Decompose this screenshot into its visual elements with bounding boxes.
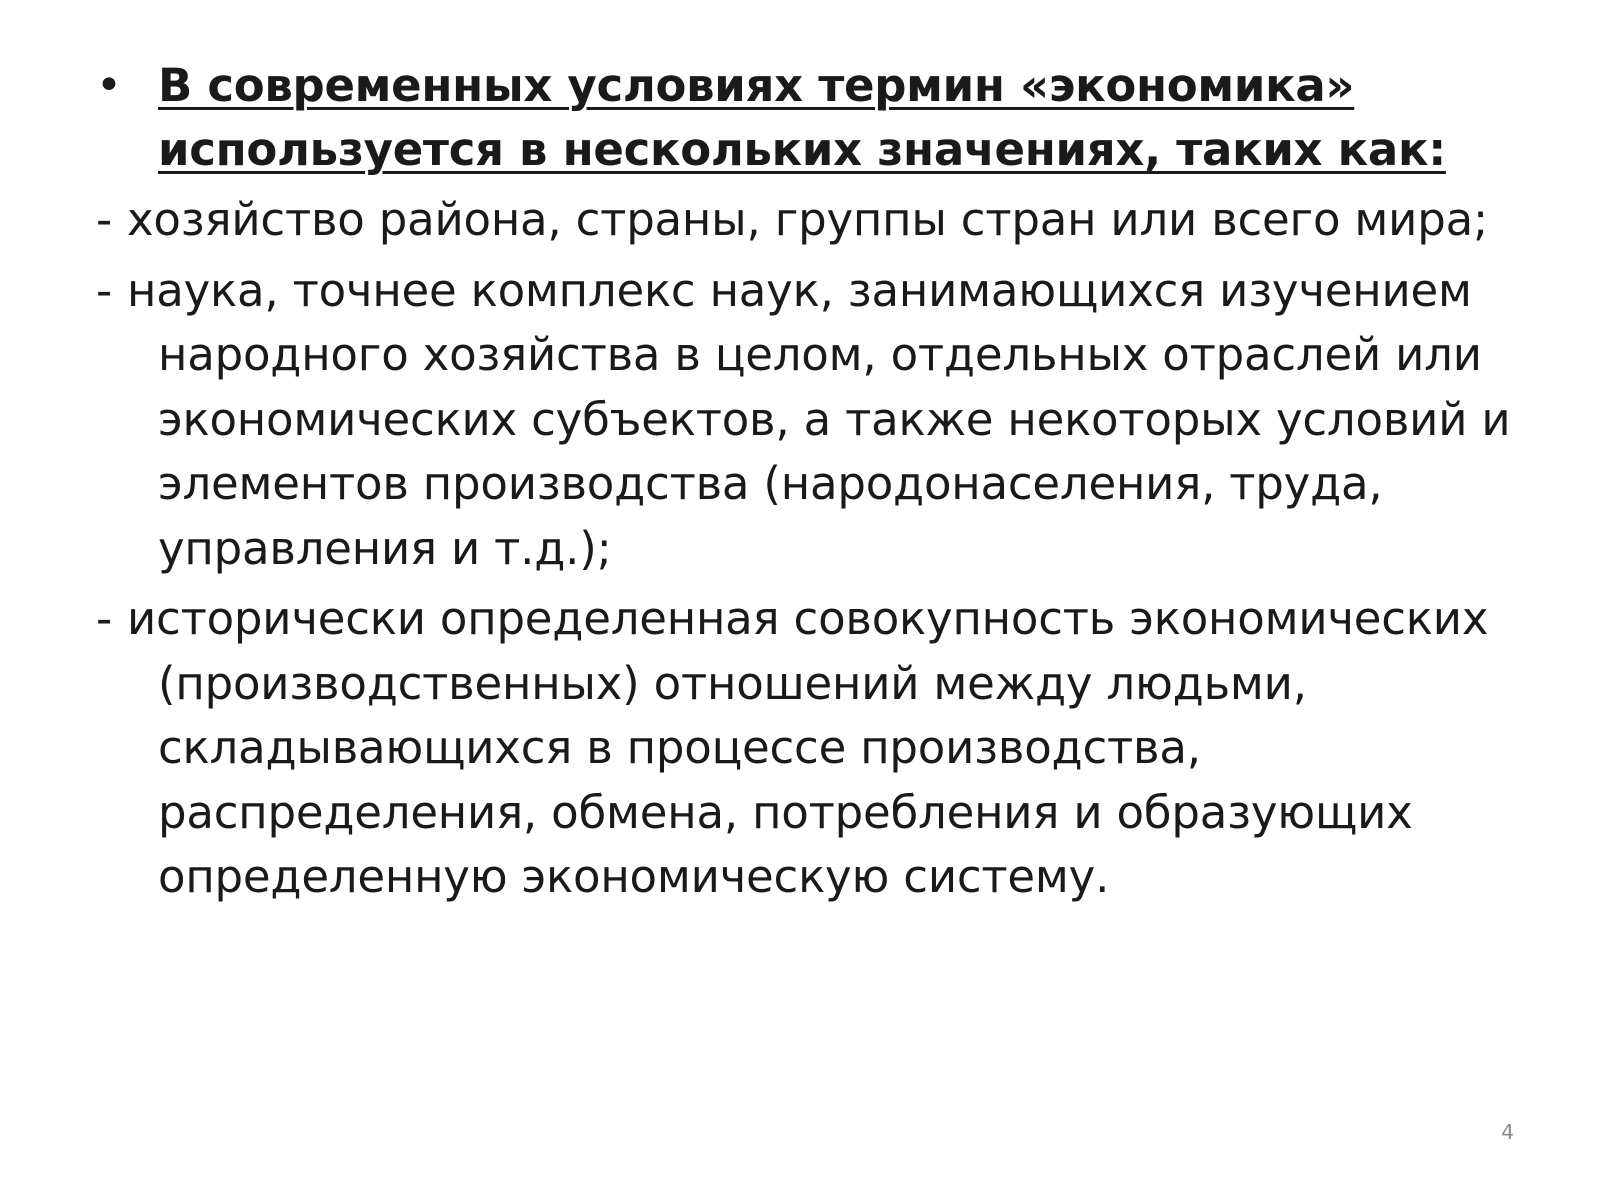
dash-marker: - bbox=[96, 263, 113, 317]
meaning-item-economy bbox=[96, 188, 1526, 253]
page-number: 4 bbox=[1501, 1120, 1514, 1144]
slide-content bbox=[96, 54, 1526, 910]
headline bbox=[96, 54, 1526, 182]
meaning-item-text: исторически определенная совокупность экономических (производственных) отношений между людьми, складывающихся в процессе производства, распределения, обмена, потребления и образующих определенную экономическую систему. bbox=[127, 592, 1489, 903]
meaning-item-relations bbox=[96, 587, 1526, 910]
bullet-icon: • bbox=[96, 60, 122, 111]
dash-marker: - bbox=[96, 193, 113, 246]
dash-marker: - bbox=[96, 592, 113, 645]
headline-text: В современных условиях термин «экономика» используется в нескольких значениях, таких как: bbox=[158, 59, 1446, 176]
meaning-item-text: наука, точнее комплекс наук, занимающихся изучением народного хозяйства в целом, отдельных отраслей или экономических субъектов, а также некоторых условий и элементов производства (народонаселения, труда, управления и т.д.); bbox=[127, 263, 1511, 575]
meaning-item-text: хозяйство района, страны, группы стран или всего мира; bbox=[127, 193, 1488, 246]
meaning-item-science bbox=[96, 259, 1526, 582]
